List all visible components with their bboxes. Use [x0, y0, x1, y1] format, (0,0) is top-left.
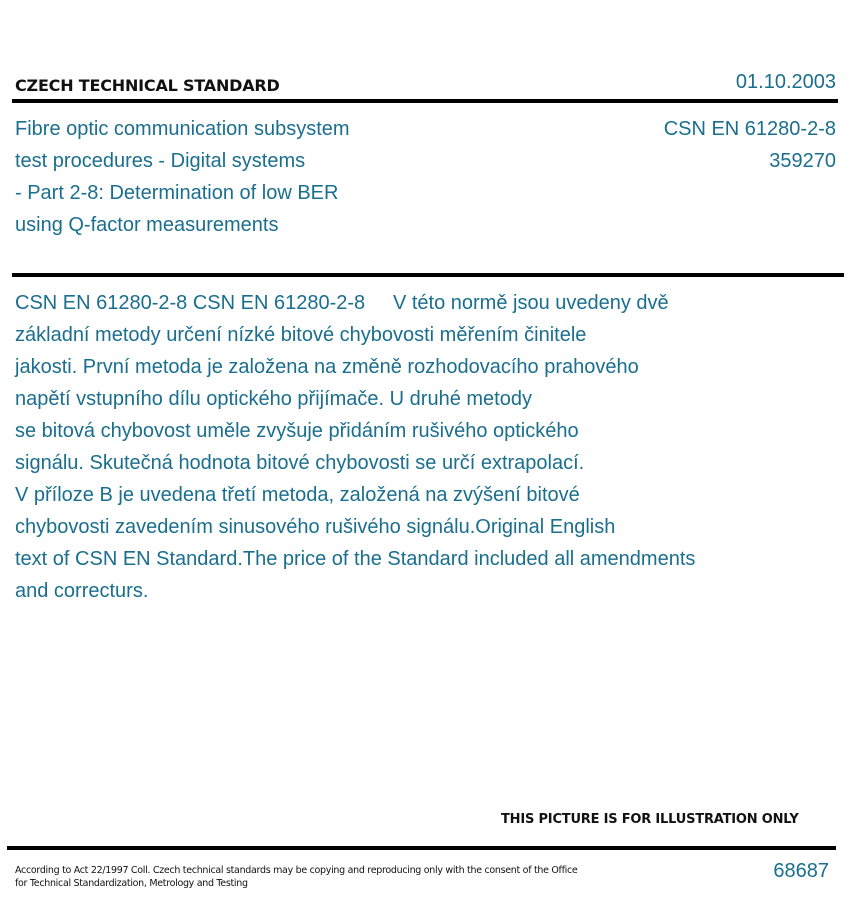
abstract-line: V příloze B je uvedena třetí metoda, založená na zvýšení bitové	[15, 484, 580, 506]
abstract-line: CSN EN 61280-2-8 CSN EN 61280-2-8 V této normě jsou uvedeny dvě	[15, 292, 669, 314]
standard-title-line: using Q-factor measurements	[15, 214, 279, 236]
legal-notice	[15, 864, 615, 890]
class-number: 359270	[769, 150, 836, 172]
illustration-disclaimer: THIS PICTURE IS FOR ILLUSTRATION ONLY	[501, 812, 799, 827]
abstract-line: napětí vstupního dílu optického přijímače. U druhé metody	[15, 388, 532, 410]
standard-title-line: Fibre optic communication subsystem	[15, 118, 350, 140]
footer-divider	[7, 846, 836, 850]
standard-title-line: test procedures - Digital systems	[15, 150, 306, 172]
abstract-line: základní metody určení nízké bitové chybovosti měřením činitele	[15, 324, 587, 346]
standard-title	[15, 113, 435, 241]
standard-identifiers	[664, 113, 836, 177]
abstract-text	[15, 287, 775, 607]
standard-code: CSN EN 61280-2-8	[663, 118, 836, 140]
document-type-title: CZECH TECHNICAL STANDARD	[15, 76, 280, 95]
standard-title-line: - Part 2-8: Determination of low BER	[15, 182, 339, 204]
title-divider	[12, 273, 844, 277]
header-divider	[12, 99, 838, 103]
abstract-line: signálu. Skutečná hodnota bitové chybovosti se určí extrapolací.	[15, 452, 585, 474]
abstract-line: jakosti. První metoda je založena na změně rozhodovacího prahového	[15, 356, 639, 378]
abstract-line: chybovosti zavedením sinusového rušivého signálu.Original English	[15, 516, 616, 538]
legal-notice-line: for Technical Standardization, Metrology and Testing	[15, 878, 248, 889]
catalog-number: 68687	[773, 860, 829, 882]
legal-notice-line: According to Act 22/1997 Coll. Czech technical standards may be copying and reproducing only with the consent of the Office	[15, 865, 578, 876]
abstract-line: se bitová chybovost uměle zvyšuje přidáním rušivého optického	[15, 420, 579, 442]
abstract-line: and correcturs.	[15, 580, 149, 602]
abstract-line: text of CSN EN Standard.The price of the Standard included all amendments	[15, 548, 696, 570]
publication-date: 01.10.2003	[735, 71, 836, 93]
